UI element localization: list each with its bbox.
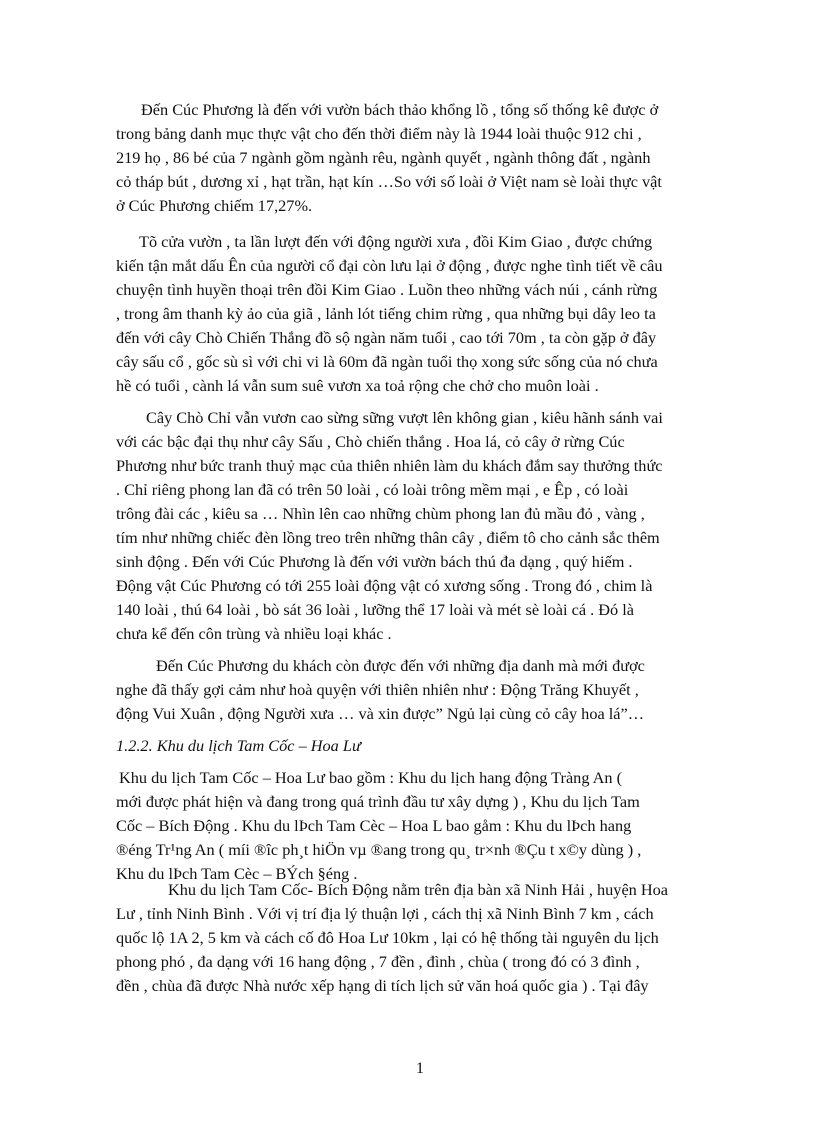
text-line: chưa kể đến côn trùng và nhiều loại khác . [116,624,392,643]
text-line: tím như những chiếc đèn lồng treo trên những thân cây , điểm tô cho cảnh sắc thêm [116,528,660,547]
paragraph-5 [116,766,716,886]
text-line: 140 loài , thú 64 loài , bò sát 36 loài , lưỡng thể 17 loài và mét sè loài cá . Đó là [116,600,634,619]
paragraph-3 [116,406,716,646]
text-line: động Vui Xuân , động Người xưa … và xin được” Ngủ lại cùng cỏ cây hoa lá”… [116,704,645,723]
text-line: cỏ tháp bút , dương xỉ , hạt trần, hạt kín …So với số loài ở Việt nam sè loài thực vật [116,172,662,191]
text-line: 219 họ , 86 bé của 7 ngành gồm ngành rêu, ngành quyết , ngành thông đất , ngành [116,148,651,167]
text-line: đến với cây Chò Chiến Thắng đồ sộ ngàn năm tuổi , cao tới 70m , ta còn gặp ở đây [116,328,657,347]
text-line: mới được phát hiện và đang trong quá trình đầu tư xây dựng ) , Khu du lịch Tam [116,792,640,811]
text-line: cây sấu cổ , gốc sù sì với chi vi là 60m đã ngàn tuổi thọ xong sức sống của nó chưa [116,352,658,371]
text-line: trông đài các , kiêu sa … Nhìn lên cao những chùm phong lan đủ mầu đỏ , vàng , [116,504,645,523]
paragraph-4 [116,654,716,726]
text-line: đền , chùa đã được Nhà nước xếp hạng di tích lịch sử văn hoá quốc gia ) . Tại đây [116,976,649,995]
text-line: kiến tận mắt dấu Ên của người cổ đại còn lưu lại ở động , được nghe tình tiết về câu [116,256,663,275]
text-line: trong bảng danh mục thực vật cho đến thời điểm này là 1944 loài thuộc 912 chi , [116,124,642,143]
text-line: Động vật Cúc Phương có tới 255 loài động vật có xương sống . Trong đó , chim là [116,576,653,595]
section-heading: 1.2.2. Khu du lịch Tam Cốc – Hoa Lư [116,736,361,755]
text-line: phong phó , đa dạng với 16 hang động , 7 đền , đình , chùa ( trong đó có 3 đình , [116,952,640,971]
paragraph-6 [116,878,716,998]
text-line: Khu du lịch Tam Cốc – Hoa Lư bao gồm : Khu du lịch hang động Tràng An ( [119,768,623,787]
text-line: chuyện tình huyền thoại trên đồi Kim Giao . Luồn theo những vách núi , cánh rừng [116,280,658,299]
text-line: Tõ cửa vườn , ta lần lượt đến với động người xưa , đồi Kim Giao , được chứng [139,232,653,251]
text-line: với các bậc đại thụ như cây Sấu , Chò chiến thắng . Hoa lá, cỏ cây ở rừng Cúc [116,432,625,451]
page-number: 1 [415,1058,425,1077]
text-line: ở Cúc Phương chiếm 17,27%. [116,196,313,215]
text-line: Cốc – Bích Động . Khu du lÞch Tam Cèc – Hoa L bao gåm : Khu du lÞch hang [116,816,632,835]
text-line: quốc lộ 1A 2, 5 km và cách cố đô Hoa Lư 10km , lại có hệ thống tài nguyên du lịch [116,928,659,947]
text-line: Lư , tỉnh Ninh Bình . Với vị trí địa lý thuận lợi , cách thị xã Ninh Bình 7 km , cách [116,904,654,923]
text-line: sinh động . Đến với Cúc Phương là đến với vườn bách thú đa dạng , quý hiếm . [116,552,633,571]
text-line: nghe đã thấy gợi cảm như hoà quyện với thiên nhiên như : Động Trăng Khuyết , [116,680,639,699]
text-line: hề có tuổi , cành lá vẫn sum suê vươn xa toả rộng che chở cho muôn loài . [116,376,599,395]
text-line: Khu du lÞch Tam Cèc – BÝch §éng . [116,864,358,883]
text-line: ®éng Tr¹ng An ( míi ®îc ph¸t hiÖn vµ ®ang trong qu¸ tr×nh ®Çu t x©y dùng ) , [116,840,642,859]
text-line: Khu du lịch Tam Cốc- Bích Động nằm trên địa bàn xã Ninh Hải , huyện Hoa [168,880,669,899]
text-line: , trong âm thanh kỳ ảo của giã , lảnh lót tiếng chim rừng , qua những bụi dây leo ta [116,304,656,323]
text-line: Đến Cúc Phương là đến với vườn bách thảo khổng lồ , tổng số thống kê được ở [141,100,659,119]
paragraph-2 [116,230,716,398]
text-line: Đến Cúc Phương du khách còn được đến với những địa danh mà mới được [156,656,645,675]
text-line: Cây Chò Chỉ vẫn vươn cao sừng sững vượt lên không gian , kiêu hãnh sánh vai [146,408,663,427]
text-line: Phương như bức tranh thuỷ mạc của thiên nhiên làm du khách đắm say thưởng thức [116,456,663,475]
text-line: . Chỉ riêng phong lan đã có trên 50 loài , có loài trông mềm mại , e Êp , có loài [116,480,629,499]
paragraph-1 [116,98,716,218]
